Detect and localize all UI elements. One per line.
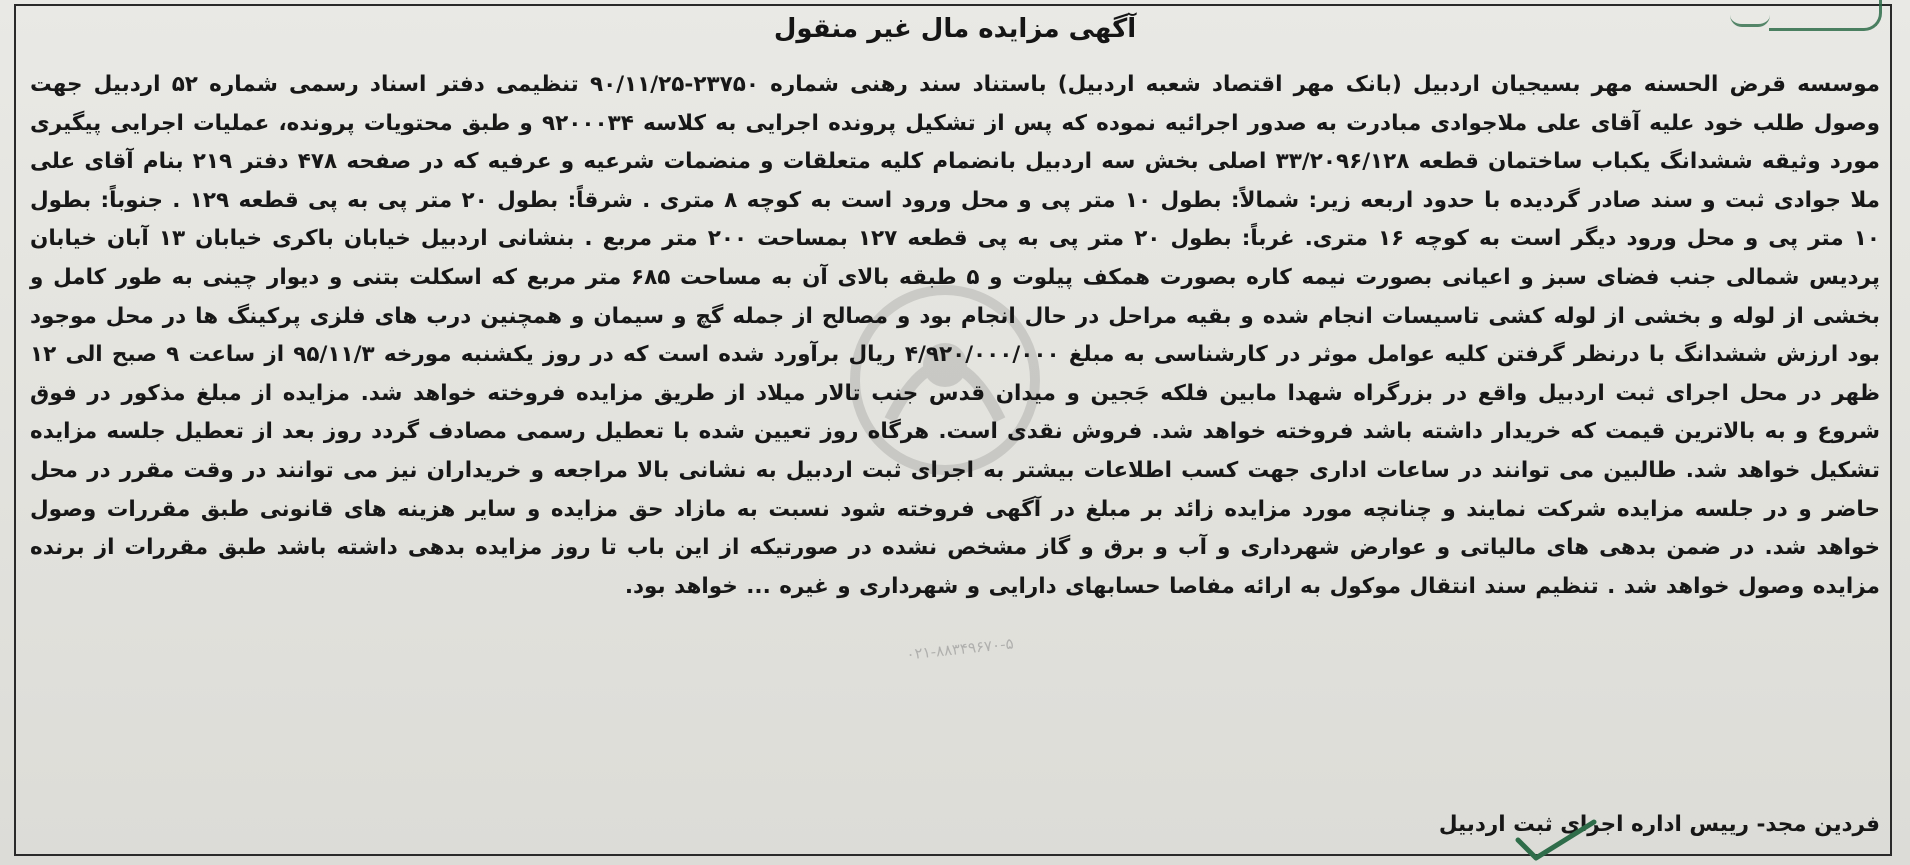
pen-check-mark — [1510, 818, 1600, 862]
notice-signature: فردین مجد- رییس اداره اجرای ثبت اردبیل — [1438, 812, 1880, 837]
notice-body: موسسه قرض الحسنه مهر بسیجیان اردبیل (بانک مهر اقتصاد شعبه اردبیل) باستناد سند رهنی شماره ۲۳۷۵۰-۹۰/۱۱/۲۵ تنظیمی دفتر اسناد رسمی شماره ۵۲ اردبیل جهت وصول طلب خود علیه آقای علی ملاجوادی مبادرت به صدور اجرائیه نموده که پس از تشکیل پرونده اجرایی به کلاسه ۹۲۰۰۰۳۴ و طبق محتویات پرونده، عملیات اجرایی پیگیری مورد وثیقه ششدانگ یکباب ساختمان قطعه ۳۳/۲۰۹۶/۱۲۸ اصلی بخش سه اردبیل بانضمام کلیه متعلقات و منضمات شرعیه و عرفیه که در صفحه ۴۷۸ دفتر ۲۱۹ بنام آقای علی ملا جوادی ثبت و سند صادر گردیده با حدود اربعه زیر: شمالاً: بطول ۱۰ متر پی و محل ورود است به کوچه ۸ متری . شرقاً: بطول ۲۰ متر پی به پی قطعه ۱۲۹ . جنوباً: بطول ۱۰ متر پی و محل ورود دیگر است به کوچه ۱۶ متری. غرباً: بطول ۲۰ متر پی به پی قطعه ۱۲۷ بمساحت ۲۰۰ متر مربع . بنشانی اردبیل خیابان باکری خیابان ۱۳ آبان خیابان پردیس شمالی جنب فضای سبز و اعیانی بصورت نیمه کاره بصورت همکف پیلوت و ۵ طبقه بالای آن به مساحت ۶۸۵ متر مربع که اسکلت بتنی و دیوار چینی به طور کامل و بخشی از لوله و بخشی از لوله کشی تاسیسات انجام شده و بقیه مراحل در حال انجام بود و مصالح از جمله گچ و سیمان و همچنین درب های فلزی پرکینگ ها در محل موجود بود ارزش ششدانگ با درنظر گرفتن کلیه عوامل موثر در کارشناسی به مبلغ ۴/۹۲۰/۰۰۰/۰۰۰ ریال برآورد شده است که در روز یکشنبه مورخه ۹۵/۱۱/۳ از ساعت ۹ صبح الی ۱۲ ظهر در محل اجرای ثبت اردبیل واقع در بزرگراه شهدا مابین فلکه جَجین و میدان قدس جنب تالار میلاد از طریق مزایده فروخته خواهد شد. مزایده از مبلغ مذکور در فوق شروع و به بالاترین قیمت که خریدار داشته باشد فروخته خواهد شد. فروش نقدی است. هرگاه روز تعیین شده با تعطیل رسمی مصادف گردد روز بعد از تعطیل جلسه مزایده تشکیل خواهد شد. طالبین می توانند در ساعات اداری جهت کسب اطلاعات بیشتر به اجرای ثبت اردبیل به نشانی بالا مراجعه و خریداران نیز می توانند در وقت مقرر در محل حاضر و در جلسه مزایده شرکت نمایند و چنانچه مورد مزایده زائد بر مبلغ در آگهی فروخته شود نسبت به مازاد حق مزایده و سایر هزینه های قانونی طبق مقررات وصول خواهد شد. در ضمن بدهی های مالیاتی و عوارض شهرداری و آب و برق و گاز مشخص نشده در صورتیکه از این باب تا روز مزایده بدهی داشته باشد طبق مقررات از برنده مزایده وصول خواهد شد . تنظیم سند انتقال موکول به ارائه مفاصا حسابهای دارایی و شهرداری و غیره ... خواهد بود. — [30, 72, 1881, 599]
watermark-phone: ۰۲۱-۸۸۳۴۹۶۷۰-۵ — [905, 634, 1015, 664]
notice-title: آگهی مزایده مال غیر منقول — [773, 14, 1137, 44]
